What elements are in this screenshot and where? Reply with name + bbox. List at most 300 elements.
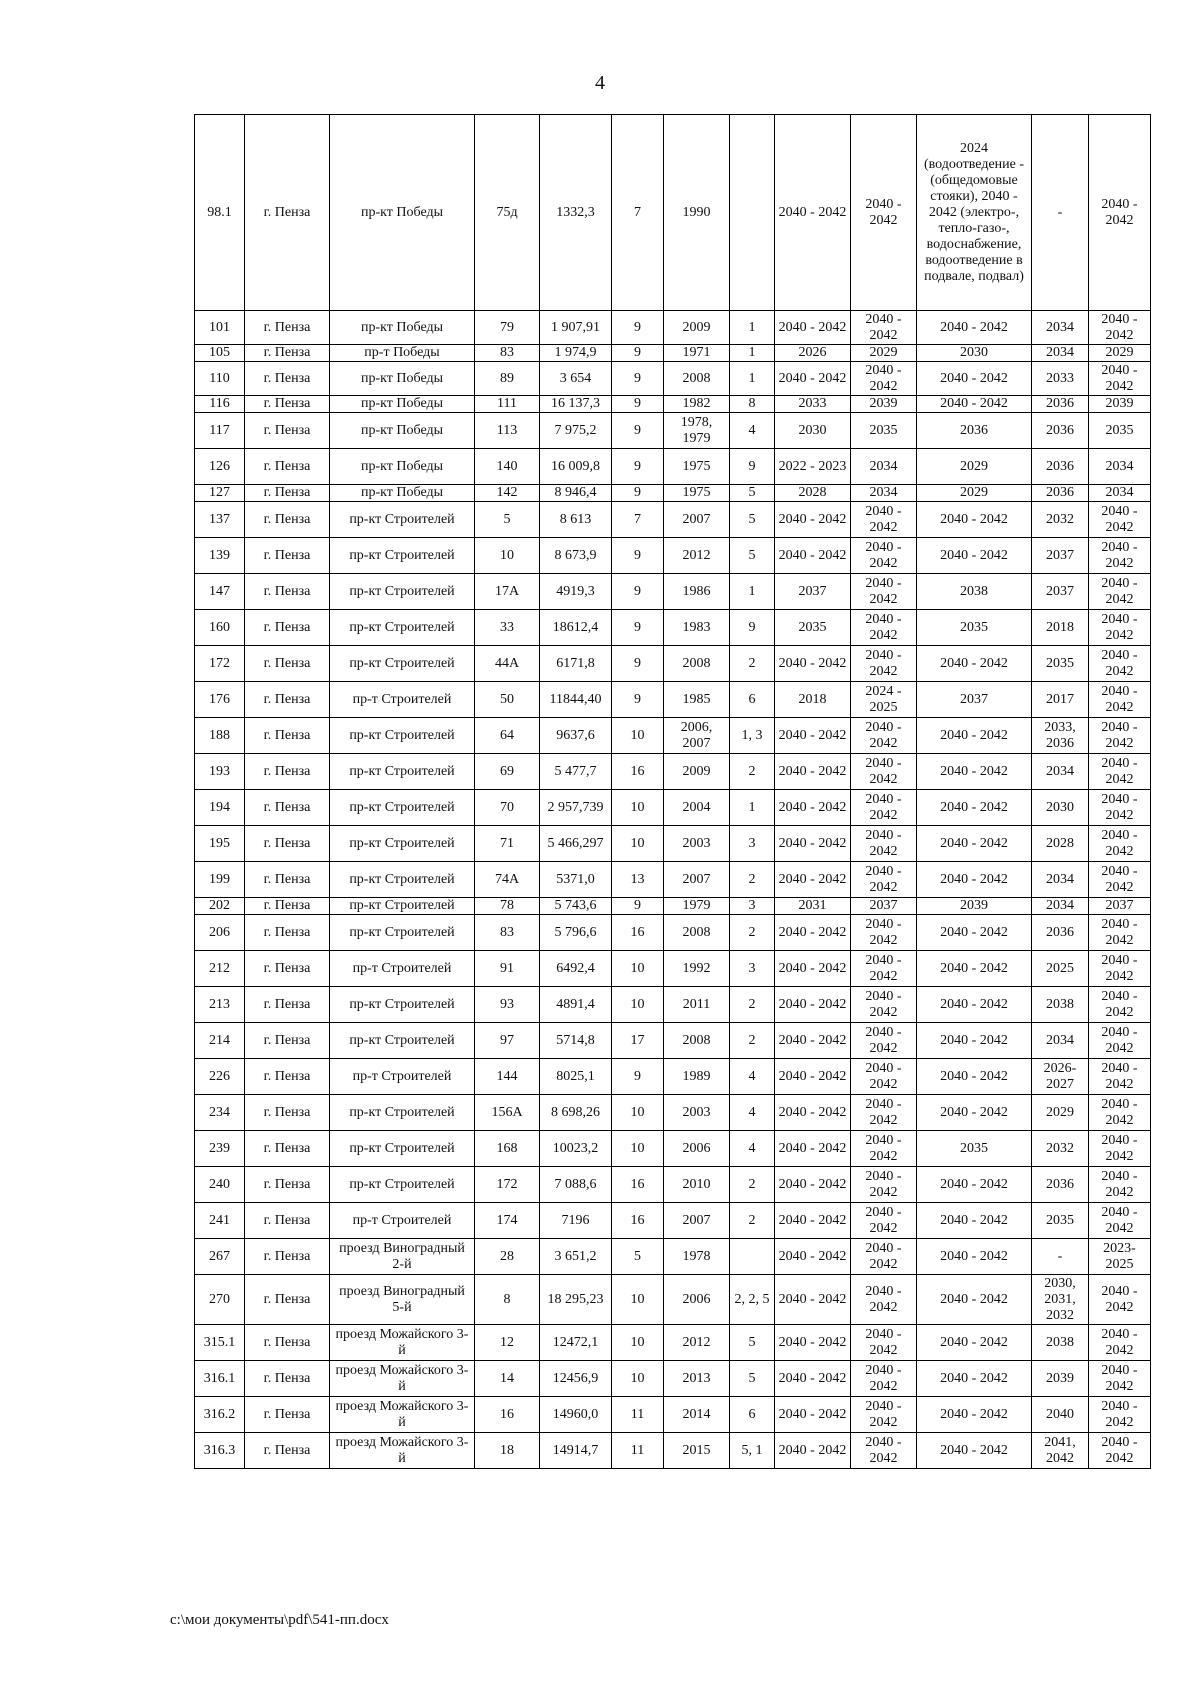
cell-repair-period-d: 2037 [1032, 574, 1089, 610]
cell-area: 7 088,6 [540, 1167, 612, 1203]
table-row [195, 1361, 1151, 1397]
cell-house-number: 140 [475, 449, 540, 485]
cell-row-number: 206 [195, 915, 245, 951]
table-row [195, 1239, 1151, 1275]
cell-repair-period-d: 2033, 2036 [1032, 718, 1089, 754]
cell-city: г. Пенза [245, 115, 330, 311]
cell-house-number: 79 [475, 311, 540, 345]
cell-street: пр-т Строителей [330, 682, 475, 718]
cell-street: проезд Виноградный 5-й [330, 1275, 475, 1325]
cell-area: 8025,1 [540, 1059, 612, 1095]
cell-house-number: 156А [475, 1095, 540, 1131]
cell-year-built: 2006 [664, 1275, 730, 1325]
cell-repair-period-b: 2040 - 2042 [851, 862, 917, 898]
cell-row-number: 127 [195, 485, 245, 502]
cell-repair-period-d: 2038 [1032, 987, 1089, 1023]
cell-repair-period-e: 2040 - 2042 [1089, 915, 1151, 951]
cell-repair-period-d: 2025 [1032, 951, 1089, 987]
cell-repair-period-b: 2040 - 2042 [851, 502, 917, 538]
cell-repair-period-b: 2040 - 2042 [851, 362, 917, 396]
cell-repair-period-c: 2040 - 2042 [917, 718, 1032, 754]
cell-city: г. Пенза [245, 1131, 330, 1167]
cell-repair-period-a: 2040 - 2042 [775, 1275, 851, 1325]
cell-repair-period-e: 2023-2025 [1089, 1239, 1151, 1275]
cell-area: 14914,7 [540, 1433, 612, 1469]
cell-row-number: 193 [195, 754, 245, 790]
cell-year-built: 2012 [664, 1325, 730, 1361]
cell-repair-period-c: 2040 - 2042 [917, 1203, 1032, 1239]
cell-repair-period-a: 2040 - 2042 [775, 1059, 851, 1095]
cell-repair-period-d: 2040 [1032, 1397, 1089, 1433]
cell-row-number: 241 [195, 1203, 245, 1239]
cell-year-built: 2007 [664, 862, 730, 898]
cell-floors: 16 [612, 754, 664, 790]
cell-city: г. Пенза [245, 485, 330, 502]
cell-repair-period-c: 2040 - 2042 [917, 754, 1032, 790]
cell-condition-code: 2 [730, 646, 775, 682]
cell-city: г. Пенза [245, 362, 330, 396]
cell-repair-period-e: 2040 - 2042 [1089, 862, 1151, 898]
cell-year-built: 1978, 1979 [664, 413, 730, 449]
cell-repair-period-a: 2040 - 2042 [775, 826, 851, 862]
cell-year-built: 2013 [664, 1361, 730, 1397]
cell-repair-period-c: 2040 - 2042 [917, 1167, 1032, 1203]
cell-house-number: 28 [475, 1239, 540, 1275]
cell-area: 12456,9 [540, 1361, 612, 1397]
cell-repair-period-a: 2040 - 2042 [775, 951, 851, 987]
cell-year-built: 1986 [664, 574, 730, 610]
cell-repair-period-c: 2037 [917, 682, 1032, 718]
cell-city: г. Пенза [245, 311, 330, 345]
cell-row-number: 316.2 [195, 1397, 245, 1433]
cell-area: 5 477,7 [540, 754, 612, 790]
cell-floors: 10 [612, 790, 664, 826]
cell-repair-period-d: 2036 [1032, 396, 1089, 413]
cell-area: 12472,1 [540, 1325, 612, 1361]
cell-condition-code: 5 [730, 502, 775, 538]
cell-house-number: 111 [475, 396, 540, 413]
cell-repair-period-d: 2034 [1032, 345, 1089, 362]
cell-area: 4891,4 [540, 987, 612, 1023]
cell-year-built: 1989 [664, 1059, 730, 1095]
cell-area: 6492,4 [540, 951, 612, 987]
cell-repair-period-b: 2034 [851, 449, 917, 485]
cell-floors: 9 [612, 311, 664, 345]
cell-floors: 10 [612, 987, 664, 1023]
cell-row-number: 147 [195, 574, 245, 610]
cell-city: г. Пенза [245, 646, 330, 682]
cell-repair-period-e: 2040 - 2042 [1089, 1361, 1151, 1397]
cell-repair-period-e: 2040 - 2042 [1089, 1203, 1151, 1239]
cell-repair-period-c: 2040 - 2042 [917, 538, 1032, 574]
cell-repair-period-b: 2040 - 2042 [851, 754, 917, 790]
cell-condition-code: 1, 3 [730, 718, 775, 754]
cell-area: 16 009,8 [540, 449, 612, 485]
cell-year-built: 2011 [664, 987, 730, 1023]
cell-repair-period-e: 2040 - 2042 [1089, 754, 1151, 790]
cell-city: г. Пенза [245, 1095, 330, 1131]
cell-floors: 9 [612, 682, 664, 718]
cell-repair-period-e: 2040 - 2042 [1089, 646, 1151, 682]
cell-repair-period-a: 2028 [775, 485, 851, 502]
cell-area: 18612,4 [540, 610, 612, 646]
cell-house-number: 91 [475, 951, 540, 987]
cell-repair-period-d: 2030, 2031, 2032 [1032, 1275, 1089, 1325]
cell-city: г. Пенза [245, 1203, 330, 1239]
cell-floors: 10 [612, 1325, 664, 1361]
cell-repair-period-d: 2034 [1032, 754, 1089, 790]
cell-repair-period-e: 2040 - 2042 [1089, 1397, 1151, 1433]
cell-floors: 10 [612, 1361, 664, 1397]
cell-repair-period-a: 2033 [775, 396, 851, 413]
cell-repair-period-a: 2035 [775, 610, 851, 646]
cell-repair-period-e: 2040 - 2042 [1089, 311, 1151, 345]
cell-row-number: 202 [195, 898, 245, 915]
cell-area: 5714,8 [540, 1023, 612, 1059]
table-row [195, 1095, 1151, 1131]
cell-floors: 10 [612, 951, 664, 987]
cell-street: пр-кт Строителей [330, 1131, 475, 1167]
cell-repair-period-b: 2040 - 2042 [851, 826, 917, 862]
cell-repair-period-e: 2040 - 2042 [1089, 1167, 1151, 1203]
cell-repair-period-e: 2034 [1089, 449, 1151, 485]
cell-repair-period-a: 2026 [775, 345, 851, 362]
cell-row-number: 160 [195, 610, 245, 646]
cell-floors: 9 [612, 574, 664, 610]
cell-row-number: 195 [195, 826, 245, 862]
cell-street: пр-кт Строителей [330, 898, 475, 915]
cell-condition-code: 4 [730, 1095, 775, 1131]
cell-repair-period-b: 2040 - 2042 [851, 646, 917, 682]
cell-condition-code: 1 [730, 362, 775, 396]
cell-area: 3 651,2 [540, 1239, 612, 1275]
cell-year-built: 2007 [664, 502, 730, 538]
cell-street: пр-кт Строителей [330, 862, 475, 898]
cell-house-number: 172 [475, 1167, 540, 1203]
cell-row-number: 137 [195, 502, 245, 538]
cell-city: г. Пенза [245, 1167, 330, 1203]
cell-city: г. Пенза [245, 574, 330, 610]
cell-condition-code: 1 [730, 311, 775, 345]
cell-repair-period-a: 2040 - 2042 [775, 502, 851, 538]
cell-year-built: 2008 [664, 646, 730, 682]
cell-street: пр-т Строителей [330, 951, 475, 987]
cell-area: 5371,0 [540, 862, 612, 898]
cell-repair-period-d: - [1032, 115, 1089, 311]
cell-year-built: 1982 [664, 396, 730, 413]
cell-repair-period-c: 2036 [917, 413, 1032, 449]
cell-repair-period-c: 2040 - 2042 [917, 915, 1032, 951]
cell-house-number: 71 [475, 826, 540, 862]
cell-year-built: 1990 [664, 115, 730, 311]
cell-repair-period-b: 2040 - 2042 [851, 311, 917, 345]
cell-floors: 10 [612, 1275, 664, 1325]
cell-floors: 10 [612, 718, 664, 754]
cell-repair-period-e: 2040 - 2042 [1089, 682, 1151, 718]
cell-street: пр-т Победы [330, 345, 475, 362]
table-row [195, 115, 1151, 311]
cell-row-number: 316.3 [195, 1433, 245, 1469]
cell-year-built: 2009 [664, 754, 730, 790]
cell-repair-period-e: 2040 - 2042 [1089, 1095, 1151, 1131]
cell-repair-period-c: 2040 - 2042 [917, 790, 1032, 826]
cell-repair-period-d: 2026-2027 [1032, 1059, 1089, 1095]
cell-repair-period-c: 2035 [917, 1131, 1032, 1167]
cell-year-built: 1992 [664, 951, 730, 987]
cell-repair-period-d: 2039 [1032, 1361, 1089, 1397]
cell-row-number: 239 [195, 1131, 245, 1167]
cell-repair-period-e: 2040 - 2042 [1089, 574, 1151, 610]
cell-condition-code: 2, 2, 5 [730, 1275, 775, 1325]
cell-street: проезд Можайского 3-й [330, 1433, 475, 1469]
cell-repair-period-d: 2034 [1032, 898, 1089, 915]
table-row [195, 345, 1151, 362]
cell-repair-period-b: 2037 [851, 898, 917, 915]
cell-year-built: 1975 [664, 449, 730, 485]
cell-repair-period-e: 2040 - 2042 [1089, 538, 1151, 574]
cell-repair-period-c: 2039 [917, 898, 1032, 915]
cell-row-number: 117 [195, 413, 245, 449]
cell-repair-period-b: 2040 - 2042 [851, 115, 917, 311]
cell-street: пр-кт Строителей [330, 826, 475, 862]
cell-repair-period-d: 2036 [1032, 449, 1089, 485]
cell-repair-period-e: 2029 [1089, 345, 1151, 362]
cell-floors: 5 [612, 1239, 664, 1275]
table-row [195, 682, 1151, 718]
cell-house-number: 12 [475, 1325, 540, 1361]
cell-street: проезд Можайского 3-й [330, 1325, 475, 1361]
table-row [195, 538, 1151, 574]
cell-repair-period-e: 2040 - 2042 [1089, 1131, 1151, 1167]
cell-repair-period-b: 2040 - 2042 [851, 1059, 917, 1095]
cell-area: 6171,8 [540, 646, 612, 682]
table-row [195, 987, 1151, 1023]
cell-repair-period-c: 2040 - 2042 [917, 311, 1032, 345]
cell-repair-period-e: 2039 [1089, 396, 1151, 413]
cell-area: 16 137,3 [540, 396, 612, 413]
cell-repair-period-c: 2040 - 2042 [917, 1397, 1032, 1433]
cell-row-number: 110 [195, 362, 245, 396]
cell-floors: 9 [612, 538, 664, 574]
cell-repair-period-d: 2041, 2042 [1032, 1433, 1089, 1469]
cell-condition-code: 2 [730, 862, 775, 898]
cell-city: г. Пенза [245, 754, 330, 790]
cell-repair-period-c: 2024 (водоотведение - (общедомовые стояки), 2040 - 2042 (электро-, тепло-газо-, водоснабжение, водоотведение в подвале, подвал) [917, 115, 1032, 311]
cell-condition-code [730, 1239, 775, 1275]
cell-floors: 9 [612, 396, 664, 413]
cell-area: 8 698,26 [540, 1095, 612, 1131]
cell-condition-code: 5 [730, 485, 775, 502]
cell-city: г. Пенза [245, 538, 330, 574]
cell-city: г. Пенза [245, 1023, 330, 1059]
cell-year-built: 2008 [664, 915, 730, 951]
cell-condition-code: 1 [730, 790, 775, 826]
cell-floors: 9 [612, 362, 664, 396]
cell-repair-period-a: 2022 - 2023 [775, 449, 851, 485]
cell-row-number: 270 [195, 1275, 245, 1325]
cell-row-number: 98.1 [195, 115, 245, 311]
cell-repair-period-e: 2040 - 2042 [1089, 1275, 1151, 1325]
cell-repair-period-b: 2040 - 2042 [851, 1023, 917, 1059]
cell-row-number: 188 [195, 718, 245, 754]
cell-repair-period-e: 2040 - 2042 [1089, 951, 1151, 987]
cell-row-number: 213 [195, 987, 245, 1023]
table-row [195, 1131, 1151, 1167]
cell-repair-period-d: 2017 [1032, 682, 1089, 718]
cell-city: г. Пенза [245, 1325, 330, 1361]
cell-year-built: 1971 [664, 345, 730, 362]
cell-condition-code: 6 [730, 682, 775, 718]
cell-repair-period-a: 2037 [775, 574, 851, 610]
cell-condition-code: 2 [730, 1167, 775, 1203]
cell-repair-period-a: 2018 [775, 682, 851, 718]
cell-repair-period-d: - [1032, 1239, 1089, 1275]
cell-house-number: 97 [475, 1023, 540, 1059]
cell-repair-period-d: 2032 [1032, 502, 1089, 538]
cell-repair-period-c: 2035 [917, 610, 1032, 646]
cell-house-number: 144 [475, 1059, 540, 1095]
table-row [195, 862, 1151, 898]
cell-condition-code: 5 [730, 1361, 775, 1397]
cell-area: 5 796,6 [540, 915, 612, 951]
cell-street: пр-кт Победы [330, 311, 475, 345]
cell-repair-period-c: 2040 - 2042 [917, 826, 1032, 862]
cell-street: пр-кт Победы [330, 449, 475, 485]
cell-house-number: 44А [475, 646, 540, 682]
cell-repair-period-d: 2032 [1032, 1131, 1089, 1167]
cell-condition-code: 1 [730, 574, 775, 610]
cell-condition-code: 6 [730, 1397, 775, 1433]
cell-street: пр-кт Строителей [330, 538, 475, 574]
cell-street: пр-кт Строителей [330, 754, 475, 790]
cell-floors: 13 [612, 862, 664, 898]
cell-condition-code: 4 [730, 413, 775, 449]
cell-street: пр-кт Победы [330, 396, 475, 413]
cell-row-number: 315.1 [195, 1325, 245, 1361]
cell-repair-period-c: 2040 - 2042 [917, 502, 1032, 538]
cell-year-built: 2006 [664, 1131, 730, 1167]
cell-repair-period-a: 2040 - 2042 [775, 1131, 851, 1167]
cell-repair-period-e: 2040 - 2042 [1089, 1433, 1151, 1469]
cell-repair-period-c: 2040 - 2042 [917, 646, 1032, 682]
cell-repair-period-b: 2024 - 2025 [851, 682, 917, 718]
cell-area: 8 673,9 [540, 538, 612, 574]
cell-repair-period-b: 2040 - 2042 [851, 790, 917, 826]
cell-city: г. Пенза [245, 1059, 330, 1095]
cell-repair-period-c: 2040 - 2042 [917, 396, 1032, 413]
cell-repair-period-a: 2040 - 2042 [775, 754, 851, 790]
cell-year-built: 1978 [664, 1239, 730, 1275]
cell-repair-period-c: 2040 - 2042 [917, 1361, 1032, 1397]
cell-street: пр-кт Строителей [330, 502, 475, 538]
cell-street: пр-кт Строителей [330, 915, 475, 951]
cell-repair-period-b: 2029 [851, 345, 917, 362]
cell-city: г. Пенза [245, 1397, 330, 1433]
cell-house-number: 18 [475, 1433, 540, 1469]
cell-house-number: 50 [475, 682, 540, 718]
cell-repair-period-a: 2040 - 2042 [775, 1325, 851, 1361]
cell-repair-period-b: 2034 [851, 485, 917, 502]
cell-floors: 9 [612, 345, 664, 362]
cell-city: г. Пенза [245, 915, 330, 951]
cell-repair-period-a: 2040 - 2042 [775, 311, 851, 345]
cell-city: г. Пенза [245, 502, 330, 538]
cell-row-number: 212 [195, 951, 245, 987]
cell-repair-period-a: 2040 - 2042 [775, 1167, 851, 1203]
cell-floors: 7 [612, 502, 664, 538]
cell-repair-period-b: 2040 - 2042 [851, 610, 917, 646]
cell-floors: 9 [612, 449, 664, 485]
cell-repair-period-b: 2040 - 2042 [851, 951, 917, 987]
cell-area: 14960,0 [540, 1397, 612, 1433]
cell-street: пр-кт Победы [330, 115, 475, 311]
cell-area: 5 743,6 [540, 898, 612, 915]
table-row [195, 1167, 1151, 1203]
cell-repair-period-e: 2040 - 2042 [1089, 987, 1151, 1023]
housing-registry-table [194, 114, 1151, 1469]
cell-street: пр-кт Строителей [330, 574, 475, 610]
cell-row-number: 139 [195, 538, 245, 574]
cell-repair-period-a: 2040 - 2042 [775, 1239, 851, 1275]
cell-repair-period-d: 2035 [1032, 646, 1089, 682]
cell-repair-period-d: 2035 [1032, 1203, 1089, 1239]
cell-city: г. Пенза [245, 1361, 330, 1397]
cell-repair-period-d: 2036 [1032, 413, 1089, 449]
cell-floors: 9 [612, 646, 664, 682]
cell-repair-period-c: 2040 - 2042 [917, 951, 1032, 987]
cell-street: проезд Можайского 3-й [330, 1361, 475, 1397]
cell-repair-period-e: 2040 - 2042 [1089, 790, 1151, 826]
cell-street: пр-кт Строителей [330, 1095, 475, 1131]
cell-row-number: 267 [195, 1239, 245, 1275]
cell-year-built: 2008 [664, 362, 730, 396]
cell-floors: 10 [612, 1131, 664, 1167]
cell-repair-period-a: 2040 - 2042 [775, 1361, 851, 1397]
cell-repair-period-b: 2040 - 2042 [851, 1325, 917, 1361]
cell-house-number: 70 [475, 790, 540, 826]
cell-house-number: 75д [475, 115, 540, 311]
cell-city: г. Пенза [245, 449, 330, 485]
cell-floors: 9 [612, 413, 664, 449]
table-row [195, 898, 1151, 915]
cell-house-number: 5 [475, 502, 540, 538]
cell-condition-code: 2 [730, 1203, 775, 1239]
cell-house-number: 14 [475, 1361, 540, 1397]
cell-repair-period-e: 2035 [1089, 413, 1151, 449]
cell-repair-period-b: 2040 - 2042 [851, 987, 917, 1023]
cell-street: пр-кт Строителей [330, 646, 475, 682]
cell-house-number: 69 [475, 754, 540, 790]
cell-row-number: 105 [195, 345, 245, 362]
cell-condition-code: 5, 1 [730, 1433, 775, 1469]
cell-repair-period-a: 2040 - 2042 [775, 538, 851, 574]
cell-area: 1 974,9 [540, 345, 612, 362]
table-row [195, 413, 1151, 449]
cell-repair-period-e: 2037 [1089, 898, 1151, 915]
table-row [195, 502, 1151, 538]
table-row [195, 951, 1151, 987]
cell-street: пр-т Строителей [330, 1203, 475, 1239]
cell-condition-code: 9 [730, 610, 775, 646]
cell-row-number: 126 [195, 449, 245, 485]
cell-street: пр-кт Строителей [330, 718, 475, 754]
cell-repair-period-d: 2018 [1032, 610, 1089, 646]
cell-repair-period-b: 2040 - 2042 [851, 1361, 917, 1397]
cell-house-number: 74А [475, 862, 540, 898]
cell-row-number: 116 [195, 396, 245, 413]
cell-floors: 9 [612, 898, 664, 915]
cell-row-number: 234 [195, 1095, 245, 1131]
